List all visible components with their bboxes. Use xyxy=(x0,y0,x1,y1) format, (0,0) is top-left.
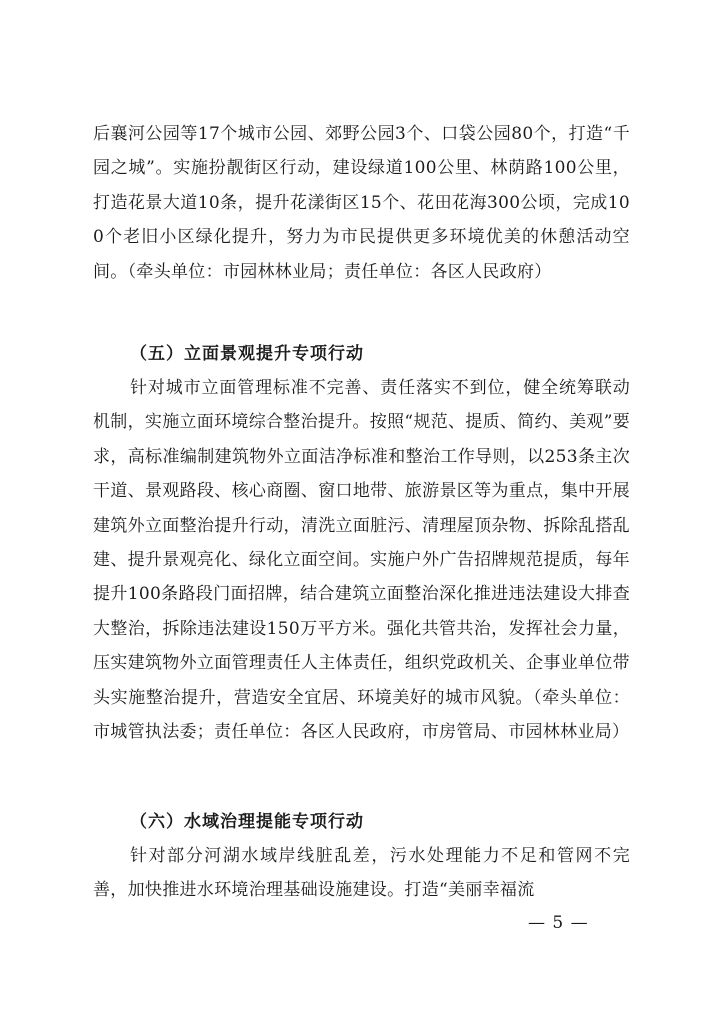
body-paragraph-water: 针对部分河湖水域岸线脏乱差，污水处理能力不足和管网不完善，加快推进水环境治理基础设施建设。打造“美丽幸福流 xyxy=(93,846,630,901)
page-number: — 5 — xyxy=(528,913,589,933)
body-paragraph-parks: 后襄河公园等17个城市公园、郊野公园3个、口袋公园80个，打造“千园之城”。实施扮靓街区行动，建设绿道100公里、林荫路100公里，打造花景大道10条，提升花漾街区15个、花田花海300公顷，完成100个老旧小区绿化提升，努力为市民提供更多环境优美的休憩活动空间。（牵头单位：市园林林业局；责任单位：各区人民政府） xyxy=(93,124,630,282)
section-heading-facade: （五）立面景观提升专项行动 xyxy=(130,344,364,364)
body-paragraph-facade: 针对城市立面管理标准不完善、责任落实不到位，健全统筹联动机制，实施立面环境综合整治提升。按照“规范、提质、简约、美观”要求，高标准编制建筑物外立面洁净标准和整治工作导则，以253条主次干道、景观路段、核心商圈、窗口地带、旅游景区等为重点，集中开展建筑外立面整治提升行动，清洗立面脏污、清理屋顶杂物、拆除乱搭乱建、提升景观亮化、绿化立面空间。实施户外广告招牌规范提质，每年提升100条路段门面招牌，结合建筑立面整治深化推进违法建设大排查大整治，拆除违法建设150万平方米。强化共管共治，发挥社会力量，压实建筑物外立面管理责任人主体责任，组织党政机关、企事业单位带头实施整治提升，营造安全宜居、环境美好的城市风貌。（牵头单位：市城管执法委；责任单位：各区人民政府，市房管局、市园林林业局） xyxy=(93,378,630,743)
section-heading-water: （六）水域治理提能专项行动 xyxy=(130,812,364,832)
